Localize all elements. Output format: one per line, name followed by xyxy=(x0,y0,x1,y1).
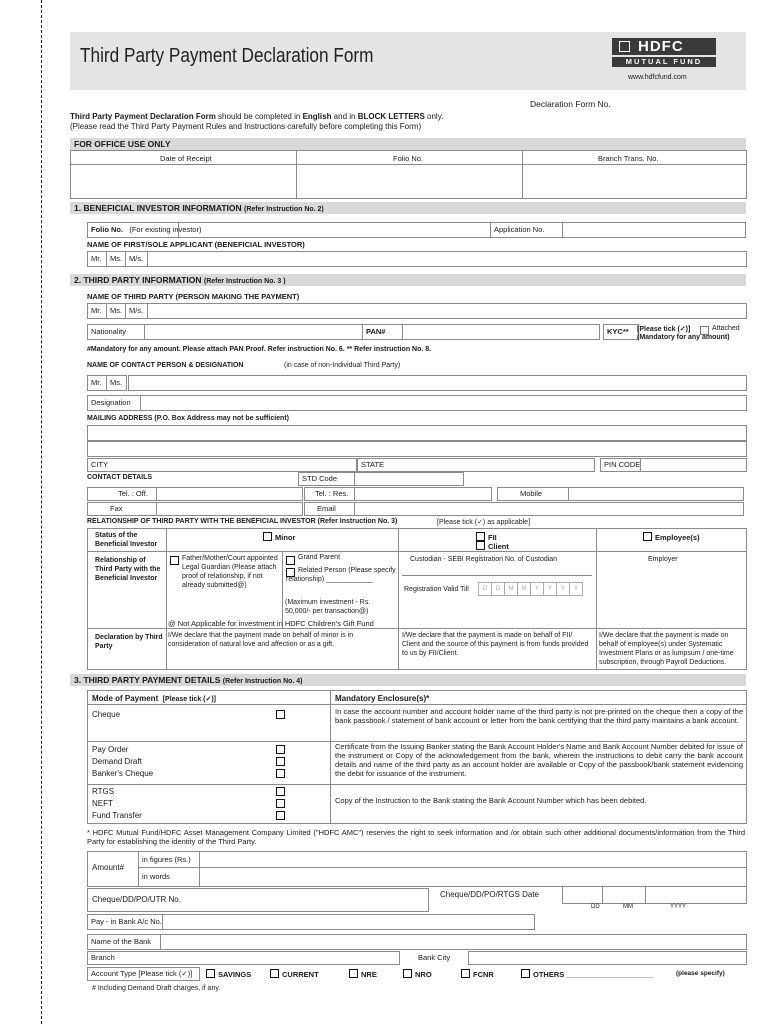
account-type-label: Account Type [Please tick (✓)] xyxy=(87,967,200,981)
cut-line xyxy=(41,0,42,1024)
cheque-date-label: Cheque/DD/PO/RTGS Date xyxy=(440,890,540,899)
contact-title-ms[interactable]: Ms. xyxy=(106,375,127,391)
minor-checkbox[interactable] xyxy=(263,532,272,541)
custodian-label: Custodian - SEBI Registration No. of Custodian xyxy=(410,556,558,563)
rtgs-label: RTGS xyxy=(92,787,115,796)
demand-draft-note: # Including Demand Draft charges, if any. xyxy=(92,985,221,992)
hdfc-logo xyxy=(612,38,716,69)
third-party-name-label: NAME OF THIRD PARTY (PERSON MAKING THE PAYMENT) xyxy=(87,292,300,301)
intro-line: Third Party Payment Declaration Form should be completed in English and in BLOCK LETTERS only. xyxy=(70,112,444,121)
bankers-cheque-label: Banker's Cheque xyxy=(92,769,154,778)
kyc-tick-note: [Please tick (✓)] xyxy=(637,326,691,333)
section-2-heading: 2. THIRD PARTY INFORMATION (Refer Instruction No. 3 ) xyxy=(70,274,746,286)
mobile-field[interactable]: Mobile xyxy=(497,487,744,501)
first-applicant-label: NAME OF FIRST/SOLE APPLICANT (BENEFICIAL INVESTOR) xyxy=(87,240,305,249)
date-box[interactable]: D xyxy=(478,582,492,596)
dd-label: DD xyxy=(591,904,600,910)
in-figures-label: in figures (Rs.) xyxy=(142,855,191,864)
mailing-address-label: MAILING ADDRESS (P.O. Box Address may not be sufficient) xyxy=(87,415,289,422)
mailing-address-line-1[interactable] xyxy=(87,425,747,441)
nationality-field[interactable]: Nationality xyxy=(87,324,363,340)
fii-option[interactable]: FII xyxy=(476,532,497,542)
related-person-label: Related Person (Please specify relationship) ____________ xyxy=(286,567,396,583)
neft-label: NEFT xyxy=(92,799,113,808)
date-box[interactable]: Y xyxy=(543,582,557,596)
section-3-heading: 3. THIRD PARTY PAYMENT DETAILS (Refer Instruction No. 4) xyxy=(70,674,746,686)
tel-office-field[interactable]: Tel. : Off. xyxy=(87,487,303,501)
contact-title-mr[interactable]: Mr. xyxy=(87,375,108,391)
savings-option[interactable]: SAVINGS xyxy=(206,969,251,979)
kyc-label: KYC** xyxy=(603,324,639,340)
mandatory-enclosure-header: Mandatory Enclosure(s)* xyxy=(335,694,430,703)
mailing-address-line-2[interactable] xyxy=(87,441,747,457)
pin-code-field[interactable]: PIN CODE xyxy=(600,458,747,472)
cheque-enclosure: In case the account number and account holder name of the third party is not pre-printed on the cheque then a copy of the bank passbook / statement of bank account or letter from the bank certifying that the third party maintains a bank account. xyxy=(335,707,743,725)
declaration-minor: I/We declare that the payment made on behalf of minor is in consideration of natural love and affection or as a gift. xyxy=(168,632,354,648)
others-checkbox[interactable] xyxy=(521,969,530,978)
current-checkbox[interactable] xyxy=(270,969,279,978)
amount-words-field[interactable] xyxy=(200,868,744,884)
pay-order-enclosure: Certificate from the Issuing Banker stating the Bank Account Holder's Name and Bank Account Number debited for issue of the instrument or Copy of the acknowledgement from the bank, wherein the instructions to debit carry the bank account details and name of the third party as an account holder are available or Copy of the passbook/bank statement evidencing the debit for issuance of the instrument. xyxy=(335,742,743,778)
employee-option[interactable]: Employee(s) xyxy=(643,532,700,542)
tel-res-field[interactable]: Tel. : Res. xyxy=(304,487,492,501)
rtgs-checkbox[interactable] xyxy=(276,787,285,796)
pay-order-checkbox[interactable] xyxy=(276,745,285,754)
amc-footnote: * HDFC Mutual Fund/HDFC Asset Management Company Limited ("HDFC AMC") reserves the right to seek information and /or obtain such other additional documents/information from the Third Party for establishing the identity of the Third Party. xyxy=(87,828,745,846)
employee-checkbox[interactable] xyxy=(643,532,652,541)
contact-details-label: CONTACT DETAILS xyxy=(87,474,153,481)
client-checkbox[interactable] xyxy=(476,541,485,550)
savings-checkbox[interactable] xyxy=(206,969,215,978)
pan-field[interactable]: PAN# xyxy=(362,324,600,340)
email-field[interactable]: Email xyxy=(304,502,744,516)
tp-title-ms[interactable]: Ms. xyxy=(106,303,127,319)
branch-trans-field[interactable] xyxy=(523,165,745,197)
others-option[interactable]: OTHERS _____________________ xyxy=(521,969,654,979)
father-checkbox[interactable] xyxy=(170,556,179,565)
date-box[interactable]: D xyxy=(491,582,505,596)
date-of-receipt-label: Date of Receipt xyxy=(160,154,212,163)
title-ms[interactable]: Ms. xyxy=(106,251,127,267)
relationship-tick-note: [Please tick (✓) as applicable] xyxy=(437,519,531,526)
city-field[interactable]: CITY xyxy=(87,458,357,472)
bankers-cheque-checkbox[interactable] xyxy=(276,769,285,778)
office-folio-field[interactable] xyxy=(297,165,521,197)
relationship-header: Relationship of Third Party with the Beneficial Investor xyxy=(95,557,161,582)
declaration-fii: I/We declare that the payment is made on behalf of FII/ Client and the source of this payment is from funds provided to us by FII/Client. xyxy=(402,632,589,657)
tp-title-mr[interactable]: Mr. xyxy=(87,303,108,319)
please-specify-note: (please specify) xyxy=(676,970,725,977)
relationship-label: RELATIONSHIP OF THIRD PARTY WITH THE BENEFICIAL INVESTOR (Refer Instruction No. 3) xyxy=(87,518,398,525)
pay-order-label: Pay Order xyxy=(92,745,129,754)
minor-option[interactable]: Minor xyxy=(263,532,295,542)
section-1-heading: 1. BENEFICIAL INVESTOR INFORMATION (Refer Instruction No. 2) xyxy=(70,202,746,214)
title-mrs[interactable]: M/s. xyxy=(125,251,149,267)
logo-brand: HDFC xyxy=(638,38,684,55)
application-no-field[interactable]: Application No. xyxy=(490,222,746,238)
third-party-name-field[interactable] xyxy=(147,303,747,319)
amount-figures-field[interactable] xyxy=(200,852,744,866)
father-option-label: Father/Mother/Court appointed Legal Guardian (Please attach proof of relationship, if not already submitted@) xyxy=(182,555,278,589)
branch-field[interactable]: Branch xyxy=(87,951,400,965)
bank-city-field[interactable] xyxy=(468,951,747,965)
std-code-field[interactable]: STD Code xyxy=(298,472,464,486)
current-option[interactable]: CURRENT xyxy=(270,969,319,979)
fcnr-option[interactable]: FCNR xyxy=(461,969,494,979)
fcnr-checkbox[interactable] xyxy=(461,969,470,978)
demand-draft-label: Demand Draft xyxy=(92,757,142,766)
not-applicable-note: @ Not Applicable for investment in HDFC Children's Gift Fund xyxy=(168,619,374,628)
page-title: Third Party Payment Declaration Form xyxy=(80,45,374,67)
nro-checkbox[interactable] xyxy=(403,969,412,978)
nre-checkbox[interactable] xyxy=(349,969,358,978)
declaration-employee: I/We declare that the payment is made on behalf of employee(s) under Systematic Investment Plans or as lumpsum / one-time subscription, through Payroll Deductions. xyxy=(599,632,734,666)
office-folio-label: Folio No. xyxy=(393,154,424,163)
client-option[interactable]: Client xyxy=(476,541,509,551)
date-box[interactable]: Y xyxy=(569,582,583,596)
in-words-label: in words xyxy=(142,872,170,881)
declaration-form-no: Declaration Form No. xyxy=(530,99,611,109)
cheque-number-label: Cheque/DD/PO/UTR No. xyxy=(92,895,181,904)
contact-person-label: NAME OF CONTACT PERSON & DESIGNATION xyxy=(87,362,244,369)
date-of-receipt-field[interactable] xyxy=(71,165,295,197)
designation-field[interactable]: Designation xyxy=(87,395,747,411)
cheque-date-field[interactable] xyxy=(562,886,747,904)
registration-valid-label: Registration Valid Till xyxy=(404,586,469,593)
logo-sub: MUTUAL FUND xyxy=(625,57,703,66)
nro-option[interactable]: NRO xyxy=(403,969,432,979)
neft-checkbox[interactable] xyxy=(276,799,285,808)
employer-label: Employer xyxy=(648,556,678,563)
yyyy-label: YYYY xyxy=(670,904,687,910)
intro-line-2: (Please read the Third Party Payment Rules and Instructions carefully before completing this Form) xyxy=(70,122,422,131)
date-box[interactable]: Y xyxy=(556,582,570,596)
fax-field[interactable]: Fax xyxy=(87,502,303,516)
fii-checkbox[interactable] xyxy=(476,532,485,541)
status-header: Status of the Beneficial Investor xyxy=(95,532,158,548)
mandatory-note: #Mandatory for any amount. Please attach PAN Proof. Refer instruction No. 6. ** Refer instruction No. 8. xyxy=(87,346,432,353)
grand-parent-label: Grand Parent xyxy=(298,554,341,561)
grand-parent-checkbox[interactable] xyxy=(286,556,295,565)
nre-option[interactable]: NRE xyxy=(349,969,377,979)
fund-transfer-checkbox[interactable] xyxy=(276,811,285,820)
first-applicant-name-field[interactable] xyxy=(147,251,747,267)
declaration-header: Declaration by Third Party xyxy=(95,634,163,650)
rtgs-enclosure: Copy of the Instruction to the Bank stating the Bank Account Number which has been debited. xyxy=(335,796,647,805)
date-box[interactable]: M xyxy=(504,582,518,596)
folio-no-field[interactable]: Folio No. (For existing investor) xyxy=(87,222,492,238)
bank-city-label: Bank City xyxy=(418,953,451,962)
mode-of-payment-header: Mode of Payment [Please tick (✓)] xyxy=(92,694,217,703)
max-investment-note: (Maximum investment - Rs. 50,000/- per transaction@) xyxy=(285,599,371,615)
kyc-mandatory-note: (Mandatory for any amount) xyxy=(637,334,730,341)
kyc-attached-label: Attached xyxy=(712,325,740,332)
title-mr[interactable]: Mr. xyxy=(87,251,108,267)
branch-trans-label: Branch Trans. No. xyxy=(598,154,659,163)
cheque-checkbox[interactable] xyxy=(276,710,285,719)
cheque-label: Cheque xyxy=(92,710,121,719)
date-box[interactable]: M xyxy=(517,582,531,596)
website: www.hdfcfund.com xyxy=(628,74,687,81)
state-field[interactable]: STATE xyxy=(357,458,595,472)
tp-title-mrs[interactable]: M/s. xyxy=(125,303,149,319)
contact-person-name-field[interactable] xyxy=(128,375,747,391)
pay-in-account-field[interactable]: Pay - in Bank A/c No. xyxy=(87,914,535,930)
demand-draft-checkbox[interactable] xyxy=(276,757,285,766)
fund-transfer-label: Fund Transfer xyxy=(92,811,142,820)
amount-label: Amount# xyxy=(92,863,125,872)
mm-label: MM xyxy=(623,904,633,910)
bank-name-field[interactable]: Name of the Bank xyxy=(87,934,747,950)
contact-person-note: (in case of non-Individual Third Party) xyxy=(284,362,401,369)
office-heading: FOR OFFICE USE ONLY xyxy=(70,138,746,150)
date-box[interactable]: Y xyxy=(530,582,544,596)
